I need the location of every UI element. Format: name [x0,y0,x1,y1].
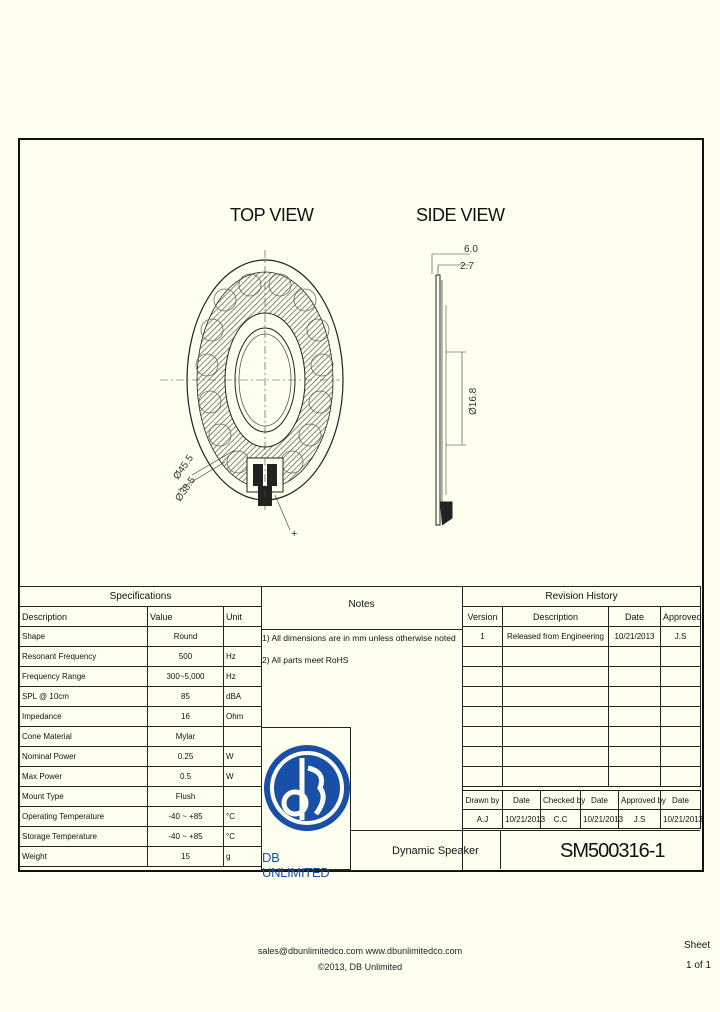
specifications-title: Specifications [20,587,262,607]
spec-description: Weight [20,847,148,867]
spec-value: 0.25 [148,747,224,767]
revision-version [463,647,503,667]
revision-date [609,687,661,707]
signoff-table [462,790,704,829]
revision-row [463,687,701,707]
dim-step-label: 2.7 [460,261,474,272]
revision-date: 10/21/2013 [609,627,661,647]
signoff-value: A.J [463,810,503,829]
signoff-header: Date [503,791,541,810]
revision-version: 1 [463,627,503,647]
spec-value: 16 [148,707,224,727]
signoff-header: Drawn by [463,791,503,810]
spec-unit: W [224,747,262,767]
revision-title: Revision History [463,587,701,607]
revision-date [609,707,661,727]
spec-description: Cone Material [20,727,148,747]
revision-approved [661,667,701,687]
spec-row [20,807,262,827]
side-terminal [440,502,452,525]
spec-row [20,767,262,787]
revision-approved: J.S [661,627,701,647]
notes-title: Notes [348,599,375,610]
spec-description: Shape [20,627,148,647]
top-view-drawing [150,240,350,540]
revision-row [463,727,701,747]
spec-description: Nominal Power [20,747,148,767]
revision-description [503,727,609,747]
revision-version [463,667,503,687]
revision-description [503,667,609,687]
revision-date [609,747,661,767]
rev-header-approved: Approved [661,607,701,627]
spec-row [20,627,262,647]
note-2: 2) All parts meet RoHS [262,655,349,665]
spec-row [20,707,262,727]
revision-approved [661,747,701,767]
revision-date [609,667,661,687]
spec-unit: dBA [224,687,262,707]
spec-unit [224,627,262,647]
spec-row [20,787,262,807]
spec-value: 0.5 [148,767,224,787]
spec-description: Mount Type [20,787,148,807]
revision-version [463,727,503,747]
spec-header-value: Value [148,607,224,627]
spec-value: Mylar [148,727,224,747]
revision-description [503,747,609,767]
spec-row [20,747,262,767]
revision-date [609,727,661,747]
spec-unit [224,787,262,807]
signoff-value: 10/21/2013 [581,810,619,829]
spec-value: -40 ~ +85 [148,827,224,847]
signoff-value: C.C [541,810,581,829]
spec-row [20,667,262,687]
revision-row [463,667,701,687]
spec-description: Resonant Frequency [20,647,148,667]
spec-description: Operating Temperature [20,807,148,827]
spec-unit: °C [224,827,262,847]
plus-mark: + [291,528,298,540]
dim-outer-label: Ø45.5 [171,453,197,482]
revision-description [503,687,609,707]
spec-unit [224,727,262,747]
revision-version [463,687,503,707]
dim-thickness-label: 6.0 [464,244,478,255]
revision-version [463,767,503,787]
spec-unit: W [224,767,262,787]
part-number: SM500316-1 [560,840,665,862]
revision-description [503,647,609,667]
side-view-drawing [420,240,500,540]
spec-row [20,727,262,747]
revision-date [609,767,661,787]
revision-description: Released from Engineering [503,627,609,647]
revision-description [503,767,609,787]
signoff-header: Checked by [541,791,581,810]
spec-row [20,647,262,667]
spec-unit: Ohm [224,707,262,727]
revision-row [463,767,701,787]
rev-header-date: Date [609,607,661,627]
signoff-header: Date [661,791,701,810]
spec-value: Round [148,627,224,647]
signoff-value: 10/21/2013 [661,810,701,829]
spec-value: 500 [148,647,224,667]
revision-row [463,707,701,727]
specifications-table [19,586,262,867]
dim-side-label: Ø16.8 [468,387,479,415]
revision-approved [661,707,701,727]
note-1: 1) All dimensions are in mm unless otherwise noted [262,633,456,643]
sheet-label: Sheet [684,940,711,951]
signoff-value: J.S [619,810,661,829]
revision-history-table [462,586,701,787]
spec-description: SPL @ 10cm [20,687,148,707]
spec-value: 15 [148,847,224,867]
spec-description: Impedance [20,707,148,727]
dim-inner-label: Ø38.5 [173,475,199,504]
revision-row [463,627,701,647]
spec-description: Max Power [20,767,148,787]
spec-unit: Hz [224,647,262,667]
rev-header-description: Description [503,607,609,627]
revision-row [463,747,701,767]
spec-unit: °C [224,807,262,827]
db-logo-icon [262,728,350,848]
terminal-left [253,464,263,486]
revision-approved [661,687,701,707]
signoff-header: Approved by [619,791,661,810]
spec-header-description: Description [20,607,148,627]
signoff-value: 10/21/2013 [503,810,541,829]
spec-row [20,827,262,847]
product-name: Dynamic Speaker [392,845,479,857]
side-body [436,275,440,525]
title-block [350,830,700,869]
footer-contact: sales@dbunlimitedco.com www.dbunlimitedco.com [257,946,463,956]
spec-value: Flush [148,787,224,807]
revision-date [609,647,661,667]
revision-approved [661,647,701,667]
top-view-title: TOP VIEW [230,205,314,225]
spec-description: Storage Temperature [20,827,148,847]
spec-header-unit: Unit [224,607,262,627]
spec-value: -40 ~ +85 [148,807,224,827]
terminal-right [267,464,277,486]
logo-text: DB UNLIMITED [262,850,330,880]
signoff-header: Date [581,791,619,810]
rev-header-version: Version [463,607,503,627]
revision-row [463,647,701,667]
spec-row [20,687,262,707]
sheet-value: 1 of 1 [686,960,712,971]
revision-approved [661,727,701,747]
spec-value: 300~5,000 [148,667,224,687]
revision-version [463,707,503,727]
revision-description [503,707,609,727]
spec-description: Frequency Range [20,667,148,687]
spec-row [20,847,262,867]
footer-copyright: ©2013, DB Unlimited [317,962,403,972]
spec-unit: Hz [224,667,262,687]
spec-unit: g [224,847,262,867]
spec-value: 85 [148,687,224,707]
revision-approved [661,767,701,787]
revision-version [463,747,503,767]
logo-box [261,727,351,880]
side-view-title: SIDE VIEW [416,205,505,225]
